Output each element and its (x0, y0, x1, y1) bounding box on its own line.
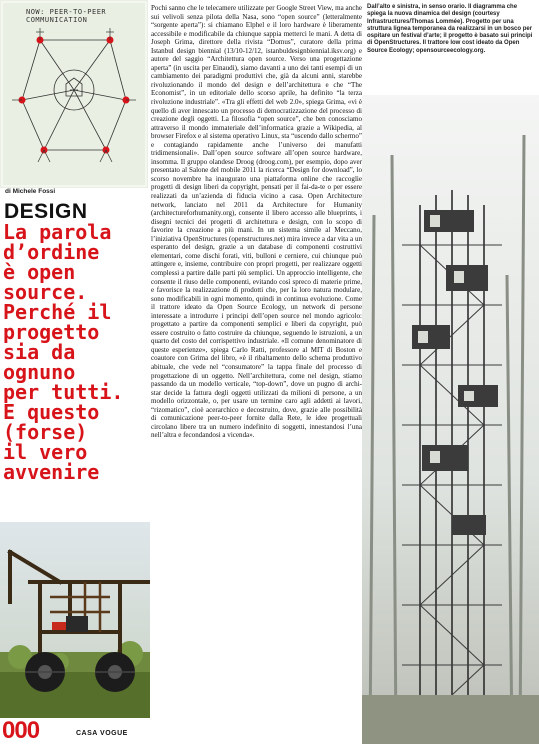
headline-line: source. (3, 280, 88, 304)
headline (3, 222, 151, 482)
headline-line: Perché il (3, 300, 112, 324)
tractor-illustration (0, 522, 150, 718)
headline-line: è open (3, 260, 76, 284)
headline-line: per tutti. (3, 380, 124, 404)
headline-line: d’ordine (3, 240, 100, 264)
magazine-name: CASA VOGUE (76, 730, 128, 737)
communication-diagram (0, 0, 148, 188)
headline-line: il vero (3, 440, 88, 464)
section-title: DESIGN (4, 200, 88, 223)
tractor-photo (0, 522, 150, 718)
diagram-caption: NOW: PEER-TO-PEER COMMUNICATION (26, 8, 107, 24)
photo-caption: Dall’alto e sinistra, in senso orario. Il diagramma che spiega la nuova dinamica del design (courtesy Infrastructures/Thomas Lommée). Progetto per una struttura lignea temporanea da realizzarsi in un bosco per ospitare un festival d’arte; il progetto è basato sui principi di OpenStructures. Il trattore low cost ideato da Open Source Ecology; opensourceecology.org. (367, 4, 533, 54)
headline-line: (forse) (3, 420, 88, 444)
headline-line: ognuno (3, 360, 76, 384)
article-paragraph: Pochi sanno che le telecamere utilizzate per Google Street View, ma anche sui velivoli senza pilota della Nasa, sono “open source” (letteralmente “sorgente aperta”): si chiamano Elphel e il loro hardware è liberamente accessibile e modificabile da chiunque sappia metterci le mani. A detta di Joseph Grima, direttore della rivista “Domus”, curatore della prima Istanbul design biennial (13/10-12/12, istanbuldesignbiennial.iksv.org) e autore del saggio “Architettura open source. Verso una progettazione aperta” (in uscita per Einaudi), siamo davanti a uno dei tanti esempi di un cambiamento dei paradigmi produttivi che, già da alcuni anni, starebbe rivoluzionando il mondo del design e dell’architettura e che “The Economist”, in un editoriale dello scorso aprile, ha definito “la terza rivoluzione industriale”. «Tra gli effetti del web 2.0», spiega Grima, «vi è quello di aver innescato un processo di democratizzazione del processo di creazione degli oggetti. La filosofia “open source”, che ben conosciamo attraverso il mondo immateriale dell’informatica grazie a Wikipedia, al browser Firefox e al sistema operativo Linux, sta “uscendo dallo schermo” e contagiando rapidamente anche l’universo dei manufatti tridimensionali». Dall’open source software all’open source hardware, insomma. Il gruppo olandese Droog (droog.com), per esempio, dopo aver presentato al Salone del mobile 2011 la ricerca “Design for download”, lo scorso novembre ha inaugurato una piattaforma online che raccoglie progetti di design liberi da copyright, pensati per il fai-da-te o per essere realizzati da un’azienda di fiducia vicino a casa. Open Architecture network, lanciato nel 2011 da Architecture for Humanity (architectureforhumanity.org), consente il libero accesso alle blueprints, i disegni tecnici dei progetti di architettura e design, con lo scopo di favorire la creazione a più mani. In un sistema simile al Meccano, l’iniziativa OpenStructures (openstructures.net) mira invece a dar vita a un esperanto del design, grazie a un database di componenti costruttivi elementari, come dischi forati, viti, bulloni e cerniere, cui chiunque può attingere e, insieme, contribuire con propri progetti, per realizzare oggetti complessi a partire dalle parti più semplici. Un approccio intelligente, che consente il riuso delle componenti, evitando così spreco di materie prime, e favorisce la realizzazione di prodotti che, per la loro natura modulare, sono modificabili in ogni momento, quindi in continua evoluzione. Come il trattore ideato da Open Source Ecology, un network di persone interessate a introdurre i principi dell’open source nel mondo agricolo: progettato a partire da componenti semplici e liberi da copyright, può essere costruito o fatto costruire da chiunque, seguendo le istruzioni, a un quarto del costo del corrispettivo industriale. «Il comune denominatore di queste esperienze», spiega Carlo Ratti, professore al MIT di Boston e coautore con Grima del libro, «è il ribaltamento dello schema produttivo abituale, che vede nel “consumatore” la tappa finale del processo di progettazione di un oggetto. Nell’architettura, come nel design, stiamo passando da un modello verticale, “top-down”, dove un pugno di archi-star decide la fattura degli oggetti utilizzati da milioni di persone, a un modello orizzontale, o, per usare un termine caro agli addetti ai lavori, “rizomatico”, cioè acerarchico e decostruito, dove, grazie alle possibilità di comunicazione peer-to-peer fornite dalla Rete, le idee progettuali circolano libere tra un numero indefinito di soggetti, innestandosi l’una nell’altra e fecondandosi a vicenda». (151, 4, 362, 440)
network-diagram-graphic (0, 0, 148, 188)
page-number: 000 (2, 717, 40, 744)
headline-line: La parola (3, 220, 112, 244)
byline: di Michele Fossi (5, 188, 56, 195)
headline-line: E questo (3, 400, 100, 424)
headline-line: avvenire (3, 460, 100, 484)
headline-line: progetto (3, 320, 100, 344)
headline-line: sia da (3, 340, 76, 364)
article-body (151, 4, 362, 440)
tower-photo (362, 95, 539, 744)
tower-illustration (362, 95, 539, 744)
